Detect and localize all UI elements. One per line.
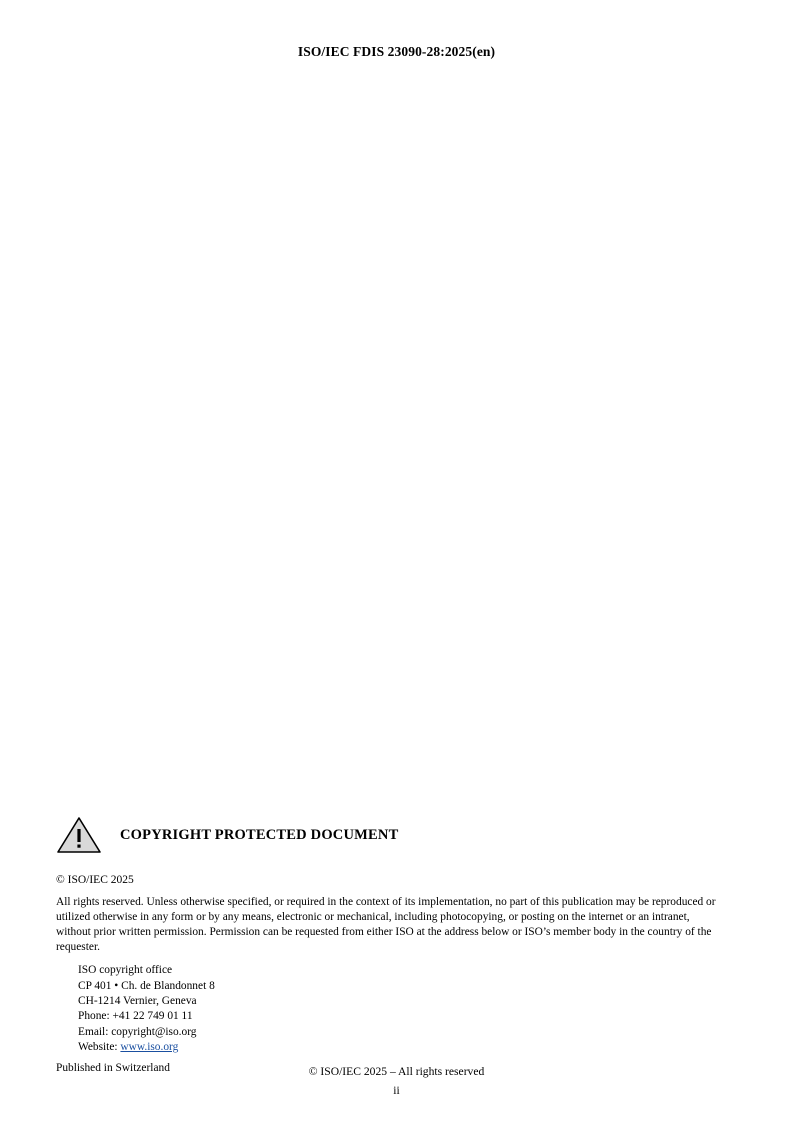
address-line: CH-1214 Vernier, Geneva — [78, 994, 197, 1007]
copyright-title-row — [56, 812, 716, 858]
address-line: ISO copyright office — [78, 964, 173, 977]
footer-rights-statement: © ISO/IEC 2025 – All rights reserved — [308, 1065, 485, 1078]
copyright-year: © ISO/IEC 2025 — [56, 874, 134, 886]
email-line — [78, 1025, 716, 1040]
iso-copyright-office-address — [78, 963, 716, 1055]
warning-triangle-icon — [56, 815, 102, 855]
website-line — [78, 1040, 716, 1055]
address-line: CP 401 • Ch. de Blandonnet 8 — [78, 979, 215, 992]
email-label: Email: — [78, 1025, 112, 1038]
email-value: copyright@iso.org — [111, 1025, 197, 1038]
published-in: Published in Switzerland — [56, 1062, 170, 1075]
footer-page-number: ii — [393, 1084, 400, 1097]
website-label: Website: — [78, 1041, 121, 1054]
address-line: Phone: +41 22 749 01 11 — [78, 1010, 193, 1023]
copyright-title: COPYRIGHT PROTECTED DOCUMENT — [120, 826, 399, 843]
running-header: ISO/IEC FDIS 23090-28:2025(en) — [297, 44, 496, 59]
copyright-notice — [56, 812, 716, 1074]
copyright-body-text: All rights reserved. Unless otherwise specified, or required in the context of its implementation, no part of this publication may be reproduced or utilized otherwise in any form or by any means, electronic or mechanical, including photocopying, or posting on the internet or an intranet, without prior written permission. Permission can be requested from either ISO at the address below or ISO’s member body in the country of the requester. — [56, 895, 716, 953]
website-link[interactable]: www.iso.org — [120, 1041, 179, 1054]
